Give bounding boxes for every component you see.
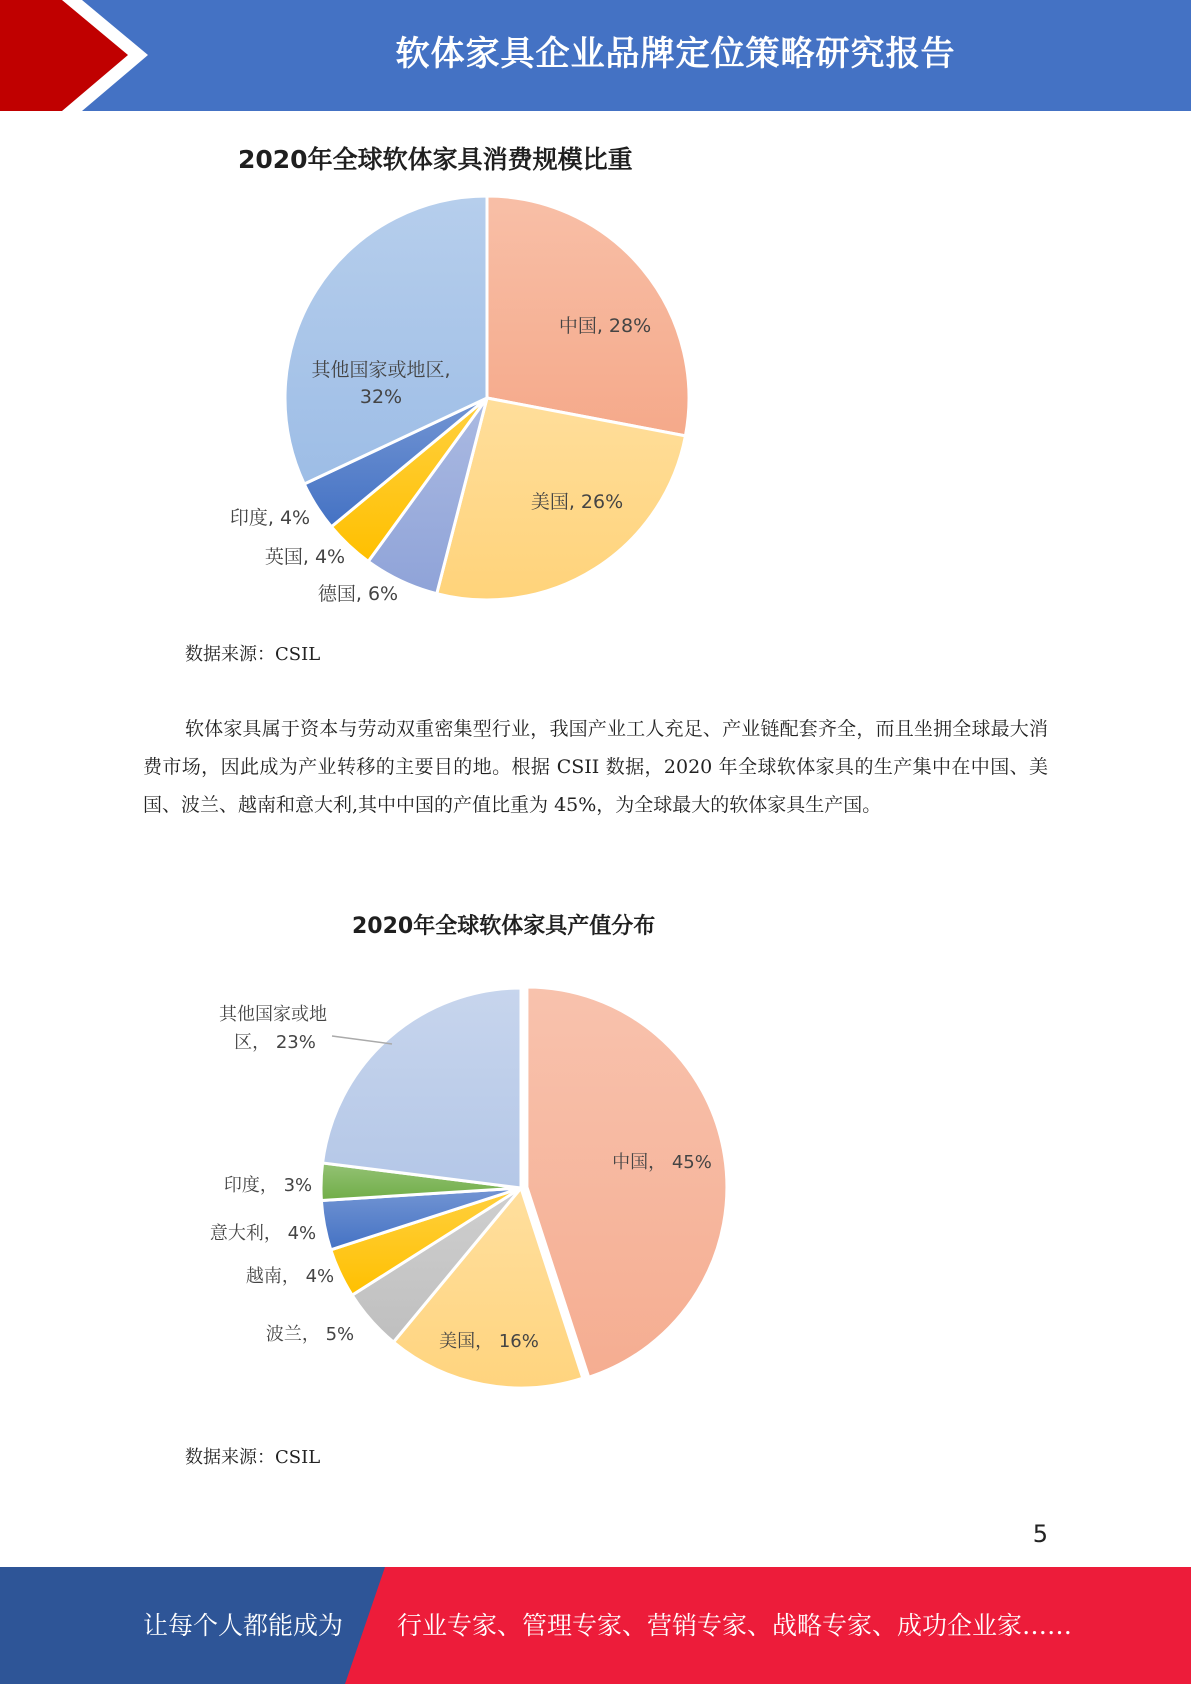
chart2-label-7: 区， 23% (234, 1032, 316, 1053)
chart2-label-3: 越南， 4% (245, 1266, 335, 1287)
footer-right-text: 行业专家、管理专家、营销专家、战略专家、成功企业家…… (397, 1611, 1073, 1640)
header-arrow-icon (0, 0, 170, 111)
chart2-title: 2020年全球软体家具产值分布 (352, 914, 656, 939)
page-header (0, 0, 1191, 111)
chart2-pie (0, 985, 1191, 1405)
chart2-label-1: 美国， 16% (439, 1331, 539, 1352)
chart2-slice-其他国家或地区 (323, 988, 521, 1188)
chart2-label-5: 印度， 3% (223, 1175, 313, 1196)
chart1-label-4: 印度, 4% (229, 507, 311, 529)
chart1-label-1: 美国, 26% (530, 491, 624, 513)
chart1-label-6: 32% (359, 386, 403, 408)
chart1-label-2: 德国, 6% (317, 583, 399, 605)
chart1-label-0: 中国, 28% (558, 315, 652, 337)
chart2-label-2: 波兰， 5% (265, 1324, 355, 1345)
chart1-pie (0, 190, 1191, 620)
chart2-leader-line (332, 1036, 392, 1044)
source-note-2: 数据来源：CSIL (185, 1447, 321, 1468)
chart1-label-3: 英国, 4% (264, 546, 346, 568)
chart2-label-0: 中国， 45% (612, 1152, 712, 1173)
header-title: 软体家具企业品牌定位策略研究报告 (395, 34, 956, 74)
page-footer (0, 1567, 1191, 1684)
footer-left-text: 让每个人都能成为 (143, 1611, 344, 1640)
chart1-label-5: 其他国家或地区, (311, 359, 451, 381)
chart2-label-6: 其他国家或地 (219, 1004, 327, 1025)
body-paragraph: 软体家具属于资本与劳动双重密集型行业，我国产业工人充足、产业链配套齐全，而且坐拥全球最大消费市场，因此成为产业转移的主要目的地。根据 CSII 数据，2020 年全球软体家具的生产集中在中国、美国、波兰、越南和意大利,其中中国的产值比重为 45%，为全球最大的软体家具生产国。 (143, 718, 1048, 816)
page-number: 5 (1032, 1520, 1048, 1548)
chart1-title: 2020年全球软体家具消费规模比重 (238, 145, 633, 174)
source-note-1: 数据来源：CSIL (185, 644, 321, 665)
chart2-label-4: 意大利， 4% (209, 1223, 317, 1244)
